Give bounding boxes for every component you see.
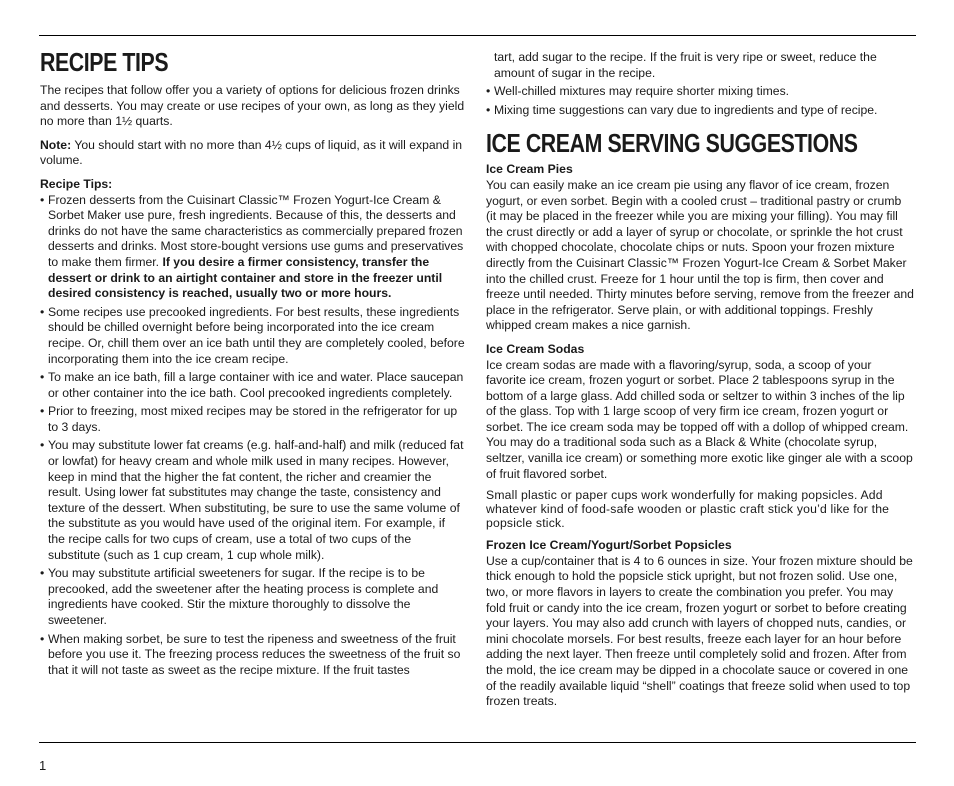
bullet-marker: • bbox=[40, 404, 45, 419]
list-item bbox=[486, 84, 914, 100]
list-item bbox=[486, 103, 914, 119]
bullet-text: Mixing time suggestions can vary due to ingredients and type of recipe. bbox=[494, 102, 878, 117]
popsicles-heading: Frozen Ice Cream/Yogurt/Sorbet Popsicles bbox=[486, 538, 732, 553]
note-paragraph bbox=[40, 138, 465, 169]
recipe-tips-list-continued bbox=[486, 84, 914, 118]
page-number: 1 bbox=[39, 758, 47, 773]
serving-suggestions-title: ICE CREAM SERVING SUGGESTIONS bbox=[486, 128, 858, 159]
list-item bbox=[40, 193, 465, 302]
top-rule bbox=[39, 35, 916, 36]
popsicles-text: Use a cup/container that is 4 to 6 ounces in size. Your frozen mixture should be thick enough to hold the popsicle stick upright, but not frozen solid. Use one, two, or more flavors in layers to create the combination you prefer. You may fold fruit or candy into the ice cream, frozen yogurt or sorbet to before creating your layers. You may also add crunch with layers of chopped nuts, candies, or mini chocolate morsels. For best results, freeze each layer for an hour before adding the next layer. Then freeze until completely solid and frozen. After from the mold, the ice cream may be dipped in a chocolate sauce or covered in one of the readily available liquid “shell” coatings that freeze solid when used to top frozen treats. bbox=[486, 553, 913, 709]
ice-cream-pies-text: You can easily make an ice cream pie using any flavor of ice cream, frozen yogurt, or even sorbet. Begin with a cooled crust – traditional pastry or crumb (it may be placed in the freezer while you are mixing your filling). You may fill the crust directly or add a layer of syrup or chocolate, or sprinkle the hot crust with chopped chocolate, chocolate chips or nuts. Spoon your frozen mixture directly from the Cuisinart Classic™ Frozen Yogurt-Ice Cream & Sorbet Maker into the chilled crust. Freeze for 1 hour until the top is firm, then cover and freeze until needed. Thirty minutes before serving, remove from the freezer and place in the refrigerator. Serve plain, or with additional toppings. Freshly whipped cream makes a nice garnish. bbox=[486, 177, 914, 333]
bullet-text: Well-chilled mixtures may require shorter mixing times. bbox=[494, 84, 790, 99]
ice-cream-pies-section bbox=[486, 162, 914, 334]
intro-paragraph: The recipes that follow offer you a variety of options for delicious frozen drinks and desserts. You may create or use recipes of your own, as long as they yield no more than 1½ quarts. bbox=[40, 83, 465, 129]
bullet-text: When making sorbet, be sure to test the ripeness and sweetness of the fruit before you use it. The freezing process reduces the sweetness of the fruit so that it will not taste as sweet as the recipe mixture. If the fruit tastes bbox=[48, 631, 461, 677]
popsicle-cups-text: Small plastic or paper cups work wonderfully for making popsicles. Add whatever kind of food-safe wooden or plastic craft stick you’d like for the popsicle stick. bbox=[486, 488, 890, 531]
note-label: Note: bbox=[40, 137, 72, 152]
bullet-text: Some recipes use precooked ingredients. For best results, these ingredients should be chilled overnight before being incorporated into the ice cream recipe. Or, chill them over an ice bath until they are completely cooled, before incorporating them into the ice cream recipe. bbox=[48, 304, 465, 366]
bottom-rule bbox=[39, 742, 916, 743]
popsicles-section bbox=[486, 538, 914, 710]
left-column bbox=[40, 47, 465, 681]
bullet-text: You may substitute lower fat creams (e.g. half-and-half) and milk (reduced fat or lowfat) for heavy cream and whole milk used in many recipes. However, keep in mind that the higher the fat content, the richer and creamier the result. Using lower fat substitutes may change the taste, consistency and texture of the dessert. When substituting, be sure to use the same volume of the substitute as you would have used of the original item. For example, if the recipe calls for two cups of cream, use a total of two cups of the substitute (such as 1 cup cream, 1 cup whole milk). bbox=[48, 438, 464, 562]
ice-cream-sodas-section bbox=[486, 342, 914, 530]
bullet-text: Prior to freezing, most mixed recipes may be stored in the refrigerator for up to 3 days. bbox=[48, 404, 458, 434]
bullet-bold-text: If you desire a firmer consistency, transfer the dessert or drink to an airtight container and store in the freezer until desired consistency is reached, usually two or more hours. bbox=[48, 254, 443, 301]
right-column bbox=[486, 50, 914, 713]
bullet-marker: • bbox=[486, 84, 491, 99]
bullet-marker: • bbox=[40, 304, 45, 319]
ice-cream-sodas-text: Ice cream sodas are made with a flavoring/syrup, soda, a scoop of your favorite ice cream, frozen yogurt or sorbet. Place 2 tablespoons syrup in the bottom of a large glass. Add chilled soda or seltzer to within 3 inches of the lip of the glass. Top with 1 large scoop of very firm ice cream, frozen yogurt or sorbet. The ice cream soda may be topped off with a dollop of whipped cream. You may do a traditional soda such as a Black & White (chocolate syrup, seltzer, vanilla ice cream) or something more exotic like ginger ale with a scoop of fruit flavored sorbet. bbox=[486, 357, 913, 481]
bullet-text: To make an ice bath, fill a large container with ice and water. Place saucepan or other container into the ice bath. Cool precooked ingredients completely. bbox=[48, 370, 464, 400]
bullet-text: You may substitute artificial sweeteners for sugar. If the recipe is to be precooked, add the sweetener after the heating process is complete and ingredients have cooked. Stir the mixture thoroughly to dissolve the sweetener. bbox=[48, 566, 439, 627]
recipe-tips-heading: Recipe Tips: bbox=[40, 176, 113, 191]
list-item bbox=[40, 305, 465, 367]
bullet-marker: • bbox=[486, 102, 491, 117]
list-item bbox=[40, 632, 465, 679]
bullet-marker: • bbox=[40, 566, 45, 581]
list-item bbox=[40, 438, 465, 563]
list-item bbox=[40, 566, 465, 628]
bullet-marker: • bbox=[40, 438, 45, 453]
bullet-marker: • bbox=[40, 631, 45, 646]
list-item bbox=[40, 404, 465, 435]
ice-cream-pies-heading: Ice Cream Pies bbox=[486, 162, 573, 177]
bullet-marker: • bbox=[40, 192, 45, 207]
recipe-tips-list bbox=[40, 193, 465, 679]
recipe-tips-title: RECIPE TIPS bbox=[40, 47, 169, 77]
ice-cream-sodas-heading: Ice Cream Sodas bbox=[486, 341, 585, 356]
bullet-text: Frozen desserts from the Cuisinart Classic™ Frozen Yogurt-Ice Cream & Sorbet Maker use pure, fresh ingredients. Because of this, the desserts and drinks do not have the same characteristics as commercially prepared frozen desserts and drinks. Most store-bought versions use gums and preservatives to make them firmer. bbox=[48, 192, 464, 269]
list-item bbox=[40, 370, 465, 401]
bullet-marker: • bbox=[40, 370, 45, 385]
bullet-continuation: tart, add sugar to the recipe. If the fruit is very ripe or sweet, reduce the amount of sugar in the recipe. bbox=[494, 50, 877, 80]
note-text: You should start with no more than 4½ cups of liquid, as it will expand in volume. bbox=[40, 137, 463, 168]
